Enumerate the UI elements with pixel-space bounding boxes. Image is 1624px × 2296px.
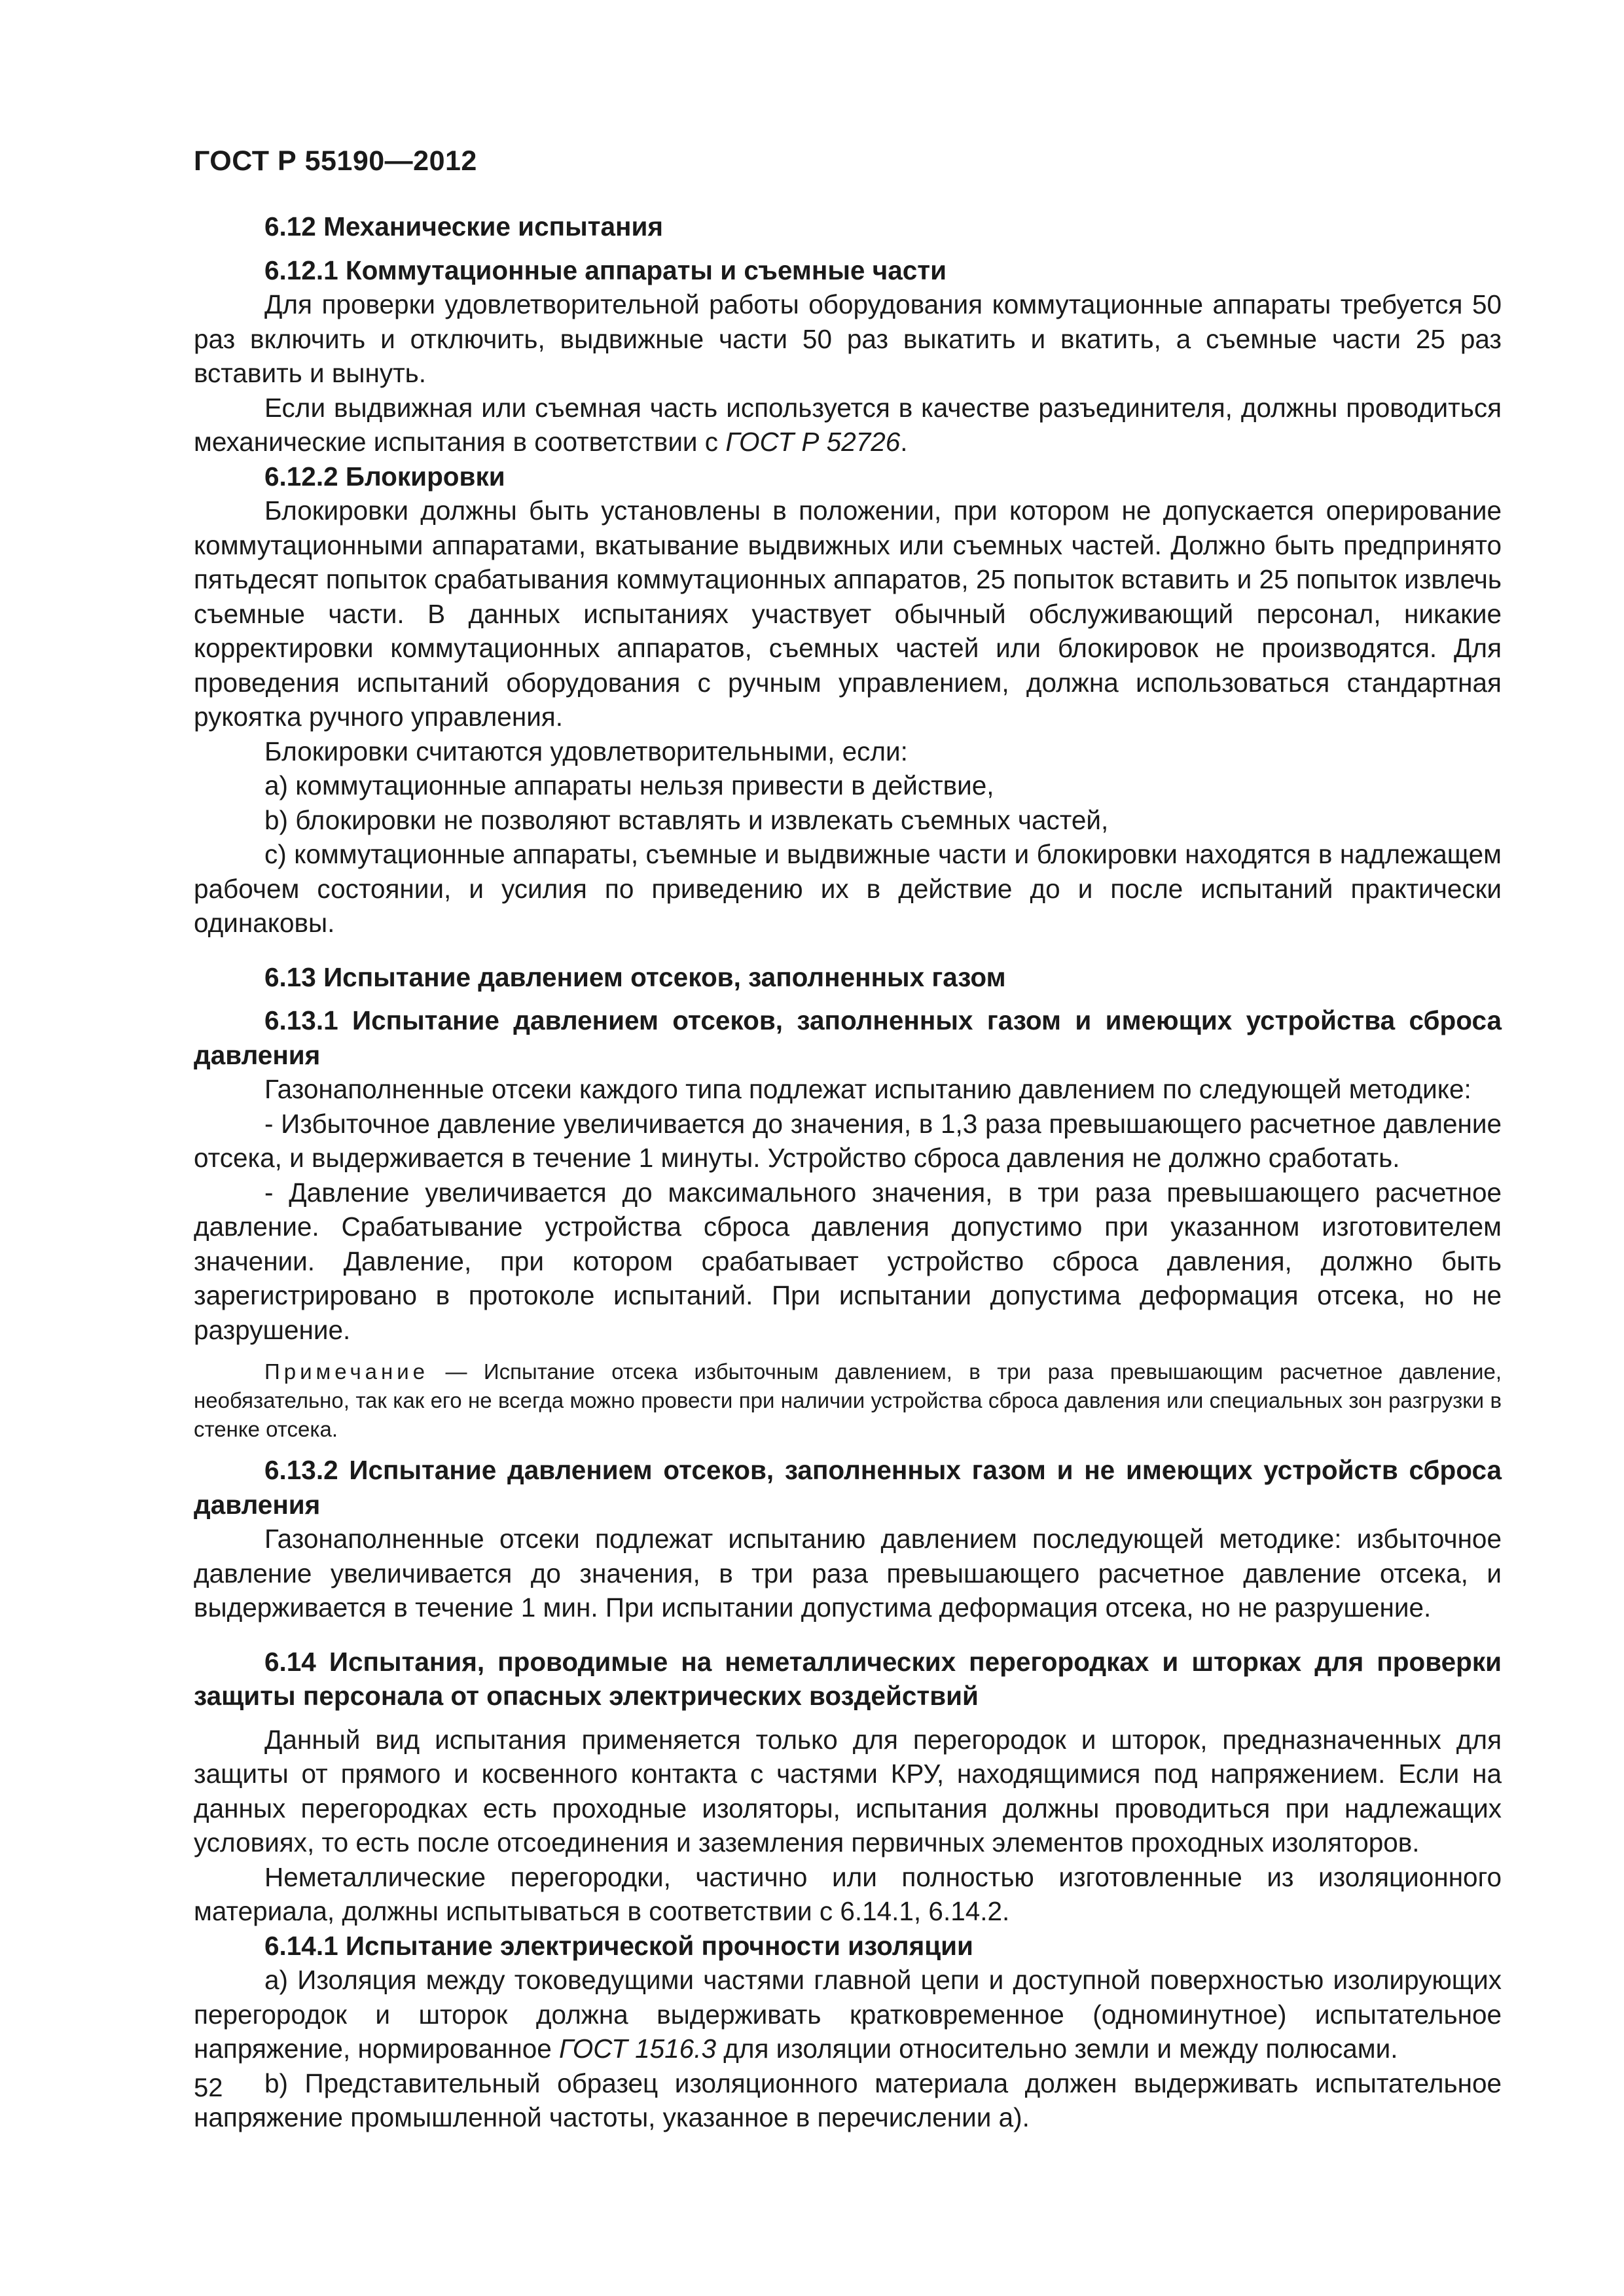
subsection-6-14-1-heading: 6.14.1 Испытание электрической прочности изоляции (264, 1930, 973, 1961)
subsection-6-12-2-heading: 6.12.2 Блокировки (264, 461, 505, 492)
page-content (194, 209, 1502, 2135)
paragraph: Неметаллические перегородки, частично или полностью изготовленные из изоляционного материала, должны испытываться в соответствии с 6.14.1, 6.14.2. (194, 1861, 1502, 1926)
list-item: a) Изоляция между токоведущими частями главной цепи и доступной поверхностью изолирующих перегородок и шторок должна выдерживать кратковременное (одноминутное) испытательное напряжение, нормированное ГОСТ 1516.3 для изоляции относительно земли и между полюсами. (194, 1965, 1502, 2064)
paragraph: - Давление увеличивается до максимального значения, в три раза превышающего расчетное давление. Срабатывание устройства сброса давления допустимо при указанном изготовителем значении. Давление, при котором срабатывает устройство сброса давления, должно быть зарегистрировано в протоколе испытаний. При испытании допустима деформация отсека, но не разрушение. (194, 1177, 1502, 1345)
list-item: a) коммутационные аппараты нельзя привести в действие, (264, 770, 994, 800)
paragraph: Газонаполненные отсеки подлежат испытанию давлением последующей методике: избыточное давление увеличивается до значения, в три раза превышающего расчетное давление отсека, и выдерживается в течение 1 мин. При испытании допустима деформация отсека, но не разрушение. (194, 1524, 1502, 1623)
list-item: c) коммутационные аппараты, съемные и выдвижные части и блокировки находятся в надлежащем рабочем состоянии, и усилия по приведению их в действие до и после испытаний практически одинаковы. (194, 839, 1502, 938)
note (194, 1357, 1502, 1444)
paragraph: - Избыточное давление увеличивается до значения, в 1,3 раза превышающего расчетное давление отсека, и выдерживается в течение 1 минуты. Устройство сброса давления не должно сработать. (194, 1108, 1502, 1173)
paragraph: Данный вид испытания применяется только для перегородок и шторок, предназначенных для защиты от прямого и косвенного контакта с частями КРУ, находящимися под напряжением. Если на данных перегородках есть проходные изоляторы, испытания должны проводиться при надлежащих условиях, то есть после отсоединения и заземления первичных элементов проходных изоляторов. (194, 1724, 1502, 1857)
list-item: b) Представительный образец изоляционного материала должен выдерживать испытательное напряжение промышленной частоты, указанное в перечислении a). (194, 2068, 1502, 2132)
paragraph: Блокировки должны быть установлены в положении, при котором не допускается оперирование коммутационными аппаратами, вкатывание выдвижных или съемных частей. Должно быть предпринято пятьдесят попыток срабатывания коммутационных аппаратов, 25 попыток вставить и 25 попыток извлечь съемные части. В данных испытаниях участвует обычный обслуживающий персонал, никакие корректировки коммутационных аппаратов, съемных частей или блокировок не производятся. Для проведения испытаний оборудования с ручным управлением, должна использоваться стандартная рукоятка ручного управления. (194, 495, 1502, 732)
page-number: 52 (194, 2073, 223, 2102)
subsection-6-13-1-heading: 6.13.1 Испытание давлением отсеков, заполненных газом и имеющих устройства сброса давления (194, 1005, 1502, 1070)
standard-reference: ГОСТ 1516.3 (559, 2034, 716, 2064)
paragraph: Блокировки считаются удовлетворительными, если: (264, 736, 908, 766)
paragraph: Газонаполненные отсеки каждого типа подлежат испытанию давлением по следующей методике: (264, 1074, 1471, 1104)
note-text: — Испытание отсека избыточным давлением, в три раза превышающим расчетное давление, необязательно, так как его не всегда можно провести при наличии устройства сброса давления или специальных зон разгрузки в стенке отсека. (194, 1359, 1502, 1441)
document-header: ГОСТ Р 55190—2012 (194, 145, 477, 177)
standard-reference: ГОСТ Р 52726 (725, 427, 901, 457)
section-6-12-heading: 6.12 Механические испытания (264, 211, 664, 242)
section-6-13-heading: 6.13 Испытание давлением отсеков, заполненных газом (264, 961, 1006, 992)
paragraph: Для проверки удовлетворительной работы оборудования коммутационные аппараты требуется 50 раз включить и отключить, выдвижные части 50 раз выкатить и вкатить, а съемные части 25 раз вставить и вынуть. (194, 289, 1502, 388)
list-item: b) блокировки не позволяют вставлять и извлекать съемных частей, (264, 804, 1109, 835)
subsection-6-13-2-heading: 6.13.2 Испытание давлением отсеков, заполненных газом и не имеющих устройств сброса давления (194, 1455, 1502, 1520)
paragraph: Если выдвижная или съемная часть используется в качестве разъединителя, должны проводиться механические испытания в соответствии с ГОСТ Р 52726. (194, 392, 1502, 457)
note-label: Примечание (264, 1359, 429, 1384)
section-6-14-heading: 6.14 Испытания, проводимые на неметаллических перегородках и шторках для проверки защиты персонала от опасных электрических воздействий (194, 1646, 1502, 1711)
subsection-6-12-1-heading: 6.12.1 Коммутационные аппараты и съемные части (264, 255, 947, 285)
